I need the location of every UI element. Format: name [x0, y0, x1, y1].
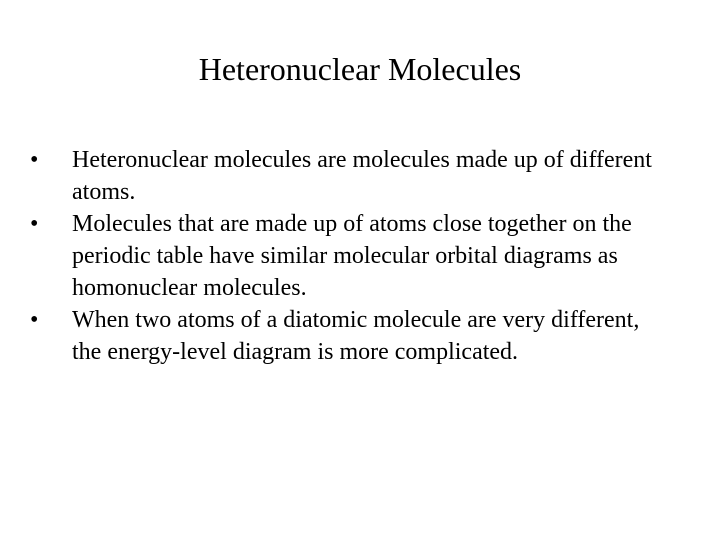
bullet-text: Heteronuclear molecules are molecules made up of different atoms.: [72, 147, 652, 205]
bullet-marker: •: [30, 307, 39, 333]
bullet-text: When two atoms of a diatomic molecule are very different, the energy-level diagram is more complicated.: [72, 307, 640, 365]
bullet-marker: •: [30, 147, 39, 173]
bullet-item: [30, 208, 670, 304]
bullet-item: [30, 144, 670, 208]
bullet-text: Molecules that are made up of atoms close together on the periodic table have similar molecular orbital diagrams as homonuclear molecules.: [72, 211, 632, 301]
bullet-list: [30, 144, 670, 368]
slide-title: Heteronuclear Molecules: [198, 51, 522, 87]
bullet-item: [30, 304, 670, 368]
bullet-marker: •: [30, 211, 39, 237]
